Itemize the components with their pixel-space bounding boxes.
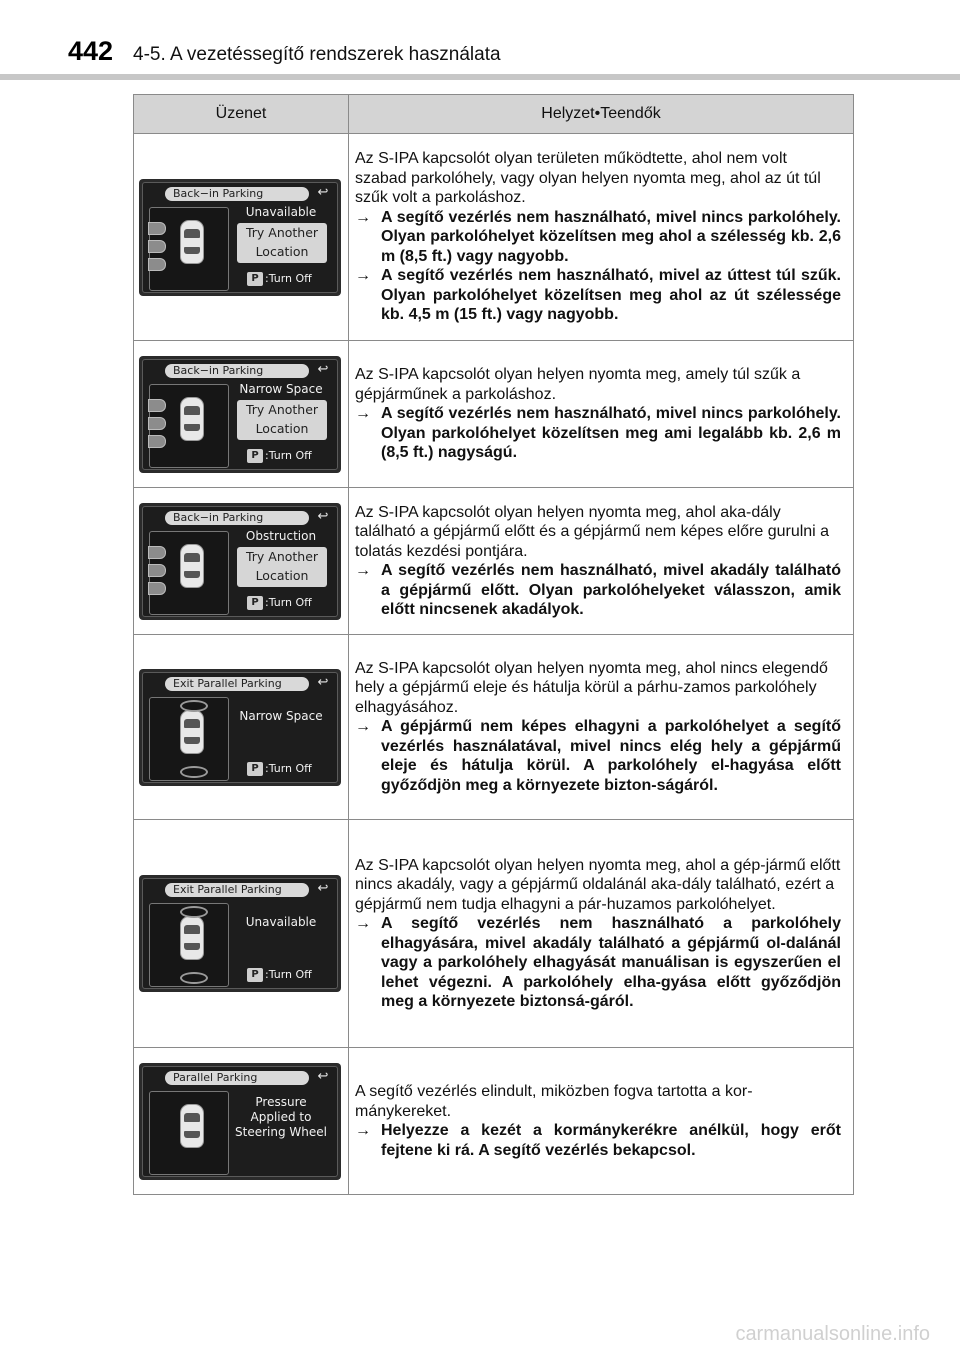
rear-sensor-arc-icon <box>180 972 208 984</box>
situation-action-cell <box>349 635 854 820</box>
vehicle-view <box>149 207 229 291</box>
action-text: A segítő vezérlés nem használható, mivel akadály található a gépjármű előtt. Olyan parkolóhelyeket válasszon, amik előtt nincsenek akadályok. <box>381 562 841 618</box>
action-item <box>355 717 841 795</box>
message-screen-cell <box>134 1048 349 1195</box>
parking-switch-icon: P <box>247 762 263 776</box>
car-icon <box>180 710 204 754</box>
screen-title: Parallel Parking <box>165 1071 309 1085</box>
situation-description: Az S-IPA kapcsolót olyan területen működtette, ahol nem volt szabad parkolóhely, vagy olyan helyen nyomta meg, ahol az út túl szűk volt a parkoláshoz. <box>355 150 821 207</box>
turn-off-hint <box>247 595 331 611</box>
button-label-line: Location <box>255 567 309 583</box>
situation-action-cell <box>349 134 854 341</box>
arrow-icon: → <box>355 915 371 932</box>
screen-status-message: Obstruction <box>245 528 317 543</box>
screen-status-message: Narrow Space <box>239 381 323 396</box>
car-icon <box>180 1104 204 1148</box>
button-label-line: Try Another <box>245 548 319 564</box>
column-header-situation: Helyzet•Teendők <box>349 95 854 134</box>
message-screen-cell <box>134 820 349 1048</box>
parking-switch-icon: P <box>247 449 263 463</box>
action-item <box>355 266 841 325</box>
vehicle-view <box>149 531 229 615</box>
table-row <box>134 1048 854 1195</box>
try-another-location-button[interactable] <box>237 223 327 263</box>
turn-off-hint <box>247 271 331 287</box>
turn-off-hint <box>247 448 331 464</box>
back-arrow-icon: ↩ <box>317 360 329 376</box>
situation-description: Az S-IPA kapcsolót olyan helyen nyomta meg, amely túl szűk a gépjárműnek a parkoláshoz. <box>355 366 801 403</box>
turn-off-hint <box>247 761 331 777</box>
table-header-row <box>134 95 854 134</box>
parking-slot-icon <box>148 399 166 412</box>
car-icon <box>180 544 204 588</box>
page-number: 442 <box>68 36 114 66</box>
back-arrow-icon: ↩ <box>317 1067 329 1083</box>
parking-slot-icon <box>148 417 166 430</box>
button-label-line: Location <box>255 420 309 436</box>
screen-status-message: Unavailable <box>245 915 317 929</box>
display-screen-image <box>139 179 341 296</box>
arrow-icon: → <box>355 208 371 226</box>
arrow-icon: → <box>355 718 371 736</box>
vehicle-view <box>149 384 229 468</box>
screen-title: Back−in Parking <box>165 511 309 525</box>
front-sensor-arc-icon <box>180 700 208 712</box>
situation-action-cell <box>349 341 854 488</box>
column-header-message: Üzenet <box>134 95 349 134</box>
watermark: carmanualsonline.info <box>735 1323 930 1345</box>
display-screen-image <box>139 356 341 473</box>
screen-title: Back−in Parking <box>165 364 309 378</box>
vehicle-view <box>149 697 229 781</box>
action-item <box>355 561 841 620</box>
table-row <box>134 134 854 341</box>
parking-switch-icon: P <box>247 596 263 610</box>
parking-slot-icon <box>148 546 166 559</box>
turn-off-label: :Turn Off <box>265 595 312 609</box>
parking-switch-icon: P <box>247 272 263 286</box>
action-item <box>355 1121 841 1160</box>
message-screen-cell <box>134 488 349 635</box>
back-arrow-icon: ↩ <box>317 880 329 895</box>
header-rule <box>0 74 960 80</box>
turn-off-label: :Turn Off <box>265 761 312 775</box>
screen-status-message: Unavailable <box>245 204 317 219</box>
message-screen-cell <box>134 341 349 488</box>
back-arrow-icon: ↩ <box>317 183 329 199</box>
arrow-icon: → <box>355 1122 371 1139</box>
action-text: Helyezze a kezét a kormánykerékre anélkül, hogy erőt fejtene ki rá. A segítő vezérlés bekapcsol. <box>381 1122 841 1159</box>
parking-switch-icon: P <box>247 968 263 982</box>
arrow-icon: → <box>355 562 371 579</box>
screen-status-message: Pressure Applied to Steering Wheel <box>235 1094 327 1139</box>
situation-description: Az S-IPA kapcsolót olyan helyen nyomta meg, ahol aka-dály található a gépjármű előtt és a gépjármű nem képes előre gurulni a tolatás kezdési pontjára. <box>355 503 830 560</box>
action-text: A gépjármű nem képes elhagyni a parkolóhelyet a segítő vezérlés használatával, mivel nincs elég hely a gépjármű eleje és hátulja körül. A parkolóhely el-hagyása előtt győződjön meg a környezete bizton-ságáról. <box>381 718 841 794</box>
parking-slot-icon <box>148 582 166 595</box>
screen-status-message: Narrow Space <box>239 708 323 723</box>
vehicle-view <box>149 903 229 987</box>
table-row <box>134 488 854 635</box>
message-screen-cell <box>134 134 349 341</box>
parking-slot-icon <box>148 258 166 271</box>
car-icon <box>180 397 204 441</box>
page-header <box>0 0 960 80</box>
vehicle-view <box>149 1091 229 1175</box>
section-title: 4-5. A vezetéssegítő rendszerek használata <box>133 44 501 65</box>
parking-slot-icon <box>148 435 166 448</box>
turn-off-label: :Turn Off <box>265 968 312 981</box>
table-row <box>134 341 854 488</box>
screen-title: Exit Parallel Parking <box>165 883 309 897</box>
back-arrow-icon: ↩ <box>317 507 329 523</box>
action-text: A segítő vezérlés nem használható, mivel nincs parkolóhely. Olyan parkolóhelyet közelítsen meg ami legalább kb. 2,6 m (8,5 ft.) nagyságú. <box>381 405 841 462</box>
arrow-icon: → <box>355 405 371 423</box>
turn-off-hint <box>247 967 331 983</box>
situation-action-cell <box>349 488 854 635</box>
parking-slot-icon <box>148 240 166 253</box>
arrow-icon: → <box>355 267 371 285</box>
situation-description: A segítő vezérlés elindult, miközben fogva tartotta a kor-mánykereket. <box>355 1083 753 1120</box>
action-item <box>355 404 841 463</box>
car-icon <box>180 220 204 264</box>
table-row <box>134 635 854 820</box>
button-label-line: Location <box>255 243 309 259</box>
table-row <box>134 820 854 1048</box>
action-item <box>355 914 841 1012</box>
situation-action-cell <box>349 820 854 1048</box>
message-table <box>133 94 854 1195</box>
display-screen-image <box>139 1063 341 1180</box>
parking-slot-icon <box>148 222 166 235</box>
action-text: A segítő vezérlés nem használható a parkolóhely elhagyására, mivel akadály található a gépjármű ol-dalánál vagy a parkolóhely elhagyását manuálisan is egyszerűen el lehet végezni. A parkolóhely elha-gyása előtt győződjön meg a környezete biztonsá-gáról. <box>381 915 841 1010</box>
message-screen-cell <box>134 635 349 820</box>
button-label-line: Try Another <box>245 401 319 417</box>
rear-sensor-arc-icon <box>180 766 208 778</box>
display-screen-image <box>139 875 341 992</box>
turn-off-label: :Turn Off <box>265 271 312 285</box>
screen-title: Back−in Parking <box>165 187 309 201</box>
front-sensor-arc-icon <box>180 906 208 918</box>
back-arrow-icon: ↩ <box>317 673 329 689</box>
turn-off-label: :Turn Off <box>265 448 312 462</box>
action-text: A segítő vezérlés nem használható, mivel nincs parkolóhely. Olyan parkolóhelyet közelítsen meg ahol a szélesség kb. 2,6 m (8,5 ft.) vagy nagyobb. <box>381 208 841 265</box>
screen-title: Exit Parallel Parking <box>165 677 309 691</box>
display-screen-image <box>139 669 341 786</box>
situation-action-cell <box>349 1048 854 1195</box>
car-icon <box>180 916 204 960</box>
button-label-line: Try Another <box>245 224 319 240</box>
display-screen-image <box>139 503 341 620</box>
try-another-location-button[interactable] <box>237 547 327 587</box>
situation-description: Az S-IPA kapcsolót olyan helyen nyomta meg, ahol a gép-jármű előtt nincs akadály, vagy a gépjármű oldalánál aka-dály található, ezért a gépjármű nem tudja elhagyni a pár-huzamos parkolóhelyet. <box>355 856 841 913</box>
action-text: A segítő vezérlés nem használható, mivel az úttest túl szűk. Olyan parkolóhelyet közelítsen meg ahol az út szélessége kb. 4,5 m (15 ft.) vagy nagyobb. <box>381 267 841 324</box>
try-another-location-button[interactable] <box>237 400 327 440</box>
situation-description: Az S-IPA kapcsolót olyan helyen nyomta meg, ahol nincs elegendő hely a gépjármű eleje és hátulja körül a párhu-zamos parkolóhely elhagyásához. <box>355 659 828 716</box>
action-item <box>355 208 841 267</box>
parking-slot-icon <box>148 564 166 577</box>
